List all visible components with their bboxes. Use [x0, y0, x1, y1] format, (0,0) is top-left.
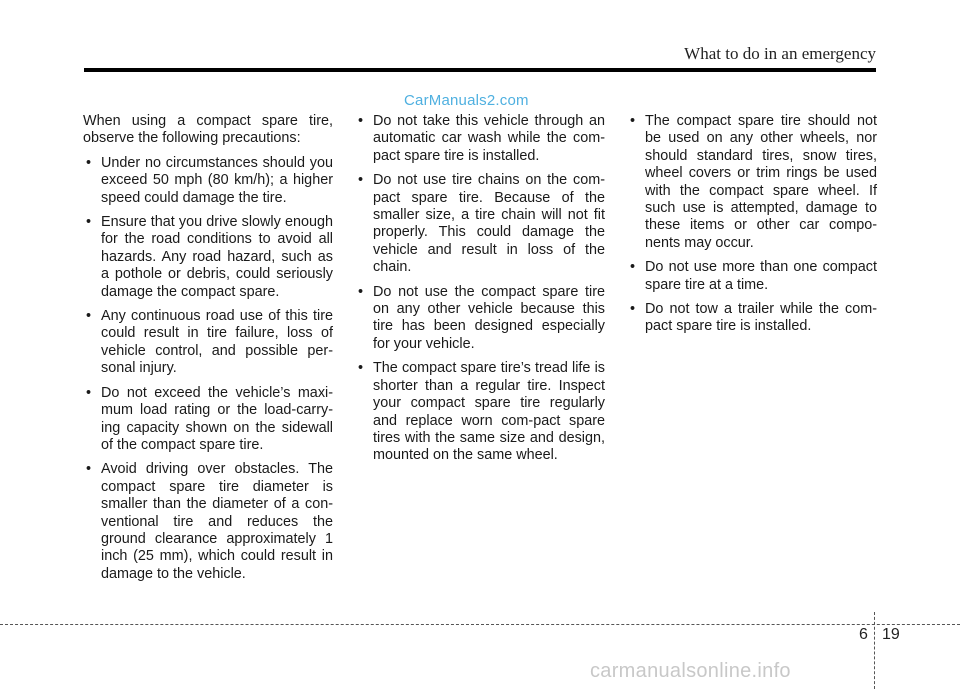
watermark-bottom: carmanualsonline.info — [590, 660, 791, 682]
list-item: • Do not take this vehicle through an automatic car wash while the com-pact spare tire is installed. — [355, 113, 605, 165]
column-3 — [627, 113, 877, 343]
list-item: • The compact spare tire should not be used on any other wheels, nor should standard tires, snow tires, wheel covers or trim rings be used with the compact spare wheel. If such use is attempted, damage to these items or other car compo-nents may occur. — [627, 113, 877, 252]
column-1 — [83, 113, 333, 590]
list-item: • Avoid driving over obstacles. The compact spare tire diameter is smaller than the diameter of a con-ventional tire and reduces the ground clearance approximately 1 inch (25 mm), which could result in damage to the vehicle. — [83, 461, 333, 583]
section-title: What to do in an emergency — [684, 44, 876, 63]
intro-paragraph: When using a compact spare tire, observe the following precautions: — [83, 113, 333, 147]
chapter-number: 6 — [859, 626, 868, 643]
list-item: • Under no circumstances should you exceed 50 mph (80 km/h); a higher speed could damage the tire. — [83, 155, 333, 207]
list-item: • Do not tow a trailer while the com-pact spare tire is installed. — [627, 301, 877, 336]
precaution-list-1 — [83, 155, 333, 583]
header-rule — [84, 68, 876, 72]
precaution-list-2 — [355, 113, 605, 465]
list-item: • Ensure that you drive slowly enough for the road conditions to avoid all hazards. Any road hazard, such as a pothole or debris, could seriously damage the compact spare. — [83, 214, 333, 301]
column-2 — [355, 113, 605, 472]
footer-divider — [874, 612, 875, 689]
page-number: 19 — [882, 626, 900, 643]
list-item: • Do not use more than one compact spare tire at a time. — [627, 259, 877, 294]
list-item: • Do not exceed the vehicle’s maxi-mum load rating or the load-carry-ing capacity shown on the sidewall of the compact spare tire. — [83, 385, 333, 455]
list-item: • Do not use the compact spare tire on any other vehicle because this tire has been designed especially for your vehicle. — [355, 284, 605, 354]
list-item: • The compact spare tire’s tread life is shorter than a regular tire. Inspect your compact spare tire regularly and replace worn com-pact spare tires with the same size and design, mounted on the same wheel. — [355, 360, 605, 464]
list-item: • Do not use tire chains on the com-pact spare tire. Because of the smaller size, a tire chain will not fit properly. This could damage the vehicle and result in loss of the chain. — [355, 172, 605, 276]
list-item: • Any continuous road use of this tire could result in tire failure, loss of vehicle control, and possible per-sonal injury. — [83, 308, 333, 378]
precaution-list-3 — [627, 113, 877, 336]
watermark-top: CarManuals2.com — [404, 92, 529, 109]
footer-rule — [0, 624, 960, 625]
